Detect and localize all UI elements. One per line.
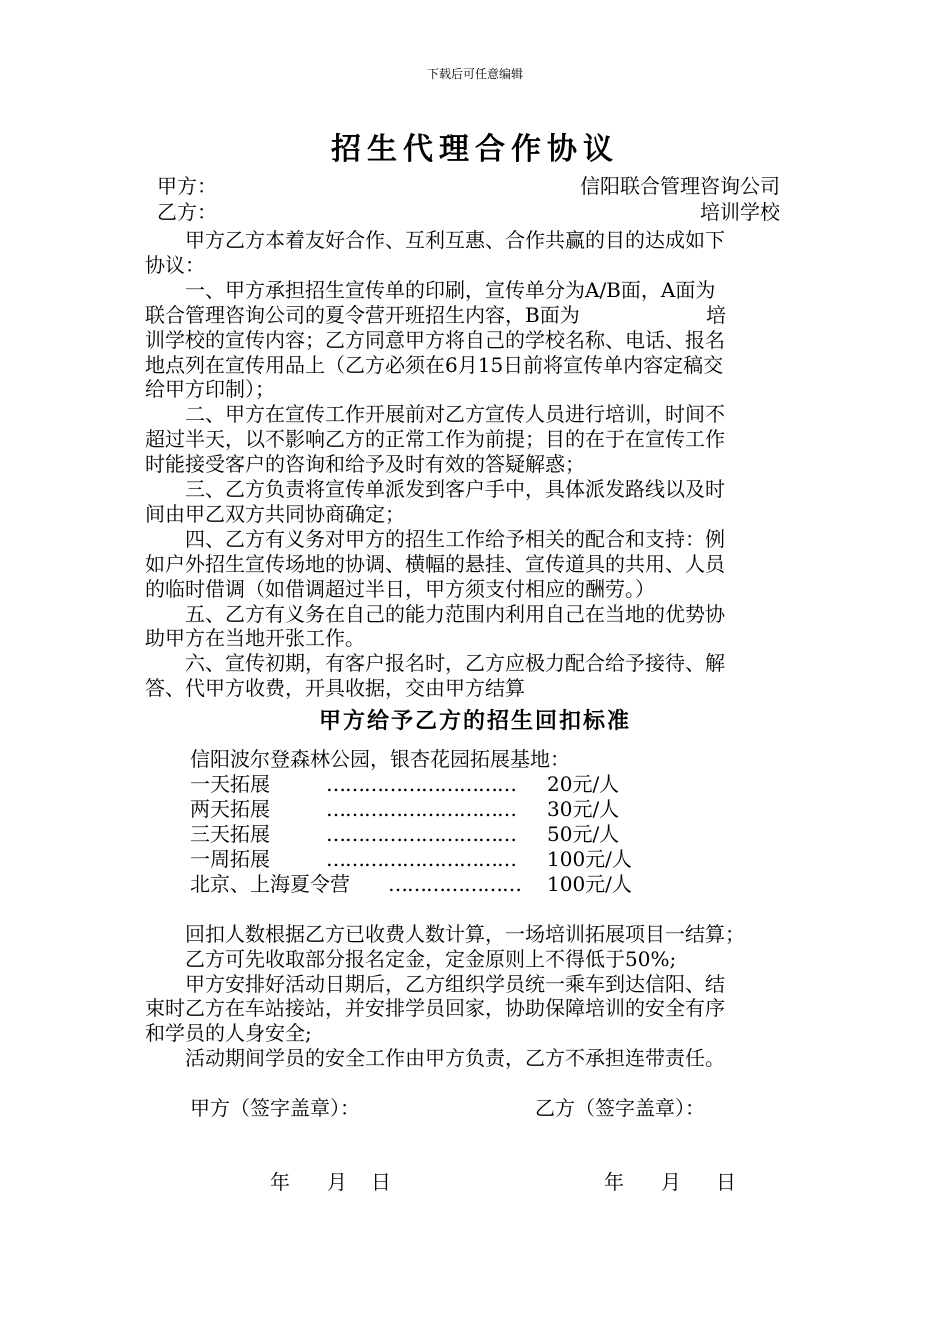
body-line: 答、代甲方收费，开具收据，交由甲方结算 xyxy=(145,676,525,701)
body-line: 训学校的宣传内容；乙方同意甲方将自己的学校名称、电话、报名 xyxy=(145,327,725,352)
rate-name: 三天拓展 xyxy=(190,822,270,846)
rate-value: 30元/人 xyxy=(547,797,620,821)
rate-leader-dots: ………………………… xyxy=(326,797,516,821)
rate-name: 北京、上海夏令营 xyxy=(190,872,350,896)
party-b-name: 培训学校 xyxy=(700,200,780,224)
body-line: 给甲方印制）； xyxy=(145,377,275,402)
rate-value: 100元/人 xyxy=(547,847,632,871)
rate-row xyxy=(190,797,620,822)
header-note: 下载后可任意编辑 xyxy=(426,67,523,81)
body-line: 助甲方在当地开张工作。 xyxy=(145,626,365,651)
date-part: 月 xyxy=(327,1170,347,1194)
rate-name: 两天拓展 xyxy=(190,797,270,821)
body-line: 六、宣传初期，有客户报名时，乙方应极力配合给予接待、解 xyxy=(145,651,725,676)
party-a-label: 甲方： xyxy=(157,174,217,198)
terms-line: 和学员的人身安全; xyxy=(145,1021,312,1046)
rate-row xyxy=(190,822,620,847)
rate-value: 100元/人 xyxy=(547,872,632,896)
date-part: 日 xyxy=(716,1170,736,1194)
party-a-name: 信阳联合管理咨询公司 xyxy=(580,174,780,198)
body-line: 时能接受客户的咨询和给予及时有效的答疑解惑； xyxy=(145,452,585,477)
rate-row xyxy=(190,872,632,897)
date-part: 年 xyxy=(604,1170,624,1194)
body-line: 协议： xyxy=(145,252,205,277)
body-line: 二、甲方在宣传工作开展前对乙方宣传人员进行培训，时间不 xyxy=(145,402,725,427)
terms-line: 活动期间学员的安全工作由甲方负责，乙方不承担连带责任。 xyxy=(145,1046,725,1070)
terms-line: 束时乙方在车站接站，并安排学员回家，协助保障培训的安全有序 xyxy=(145,996,725,1021)
rate-name: 一周拓展 xyxy=(190,847,270,871)
body-line: 一、甲方承担招生宣传单的印刷，宣传单分为A/B面，A面为 xyxy=(145,277,716,302)
body-line: 的临时借调（如借调超过半日，甲方须支付相应的酬劳。） xyxy=(145,576,655,601)
rate-leader-dots: ………………………… xyxy=(326,847,516,871)
terms-line: 甲方安排好活动日期后，乙方组织学员统一乘车到达信阳、结 xyxy=(145,971,725,996)
rate-value: 50元/人 xyxy=(547,822,620,846)
body-line: 联合管理咨询公司的夏令营开班招生内容，B面为 培 xyxy=(145,302,727,327)
rate-leader-dots: ………………… xyxy=(388,872,521,896)
party-b-signature-label: 乙方（签字盖章）： xyxy=(535,1096,705,1120)
rate-leader-dots: ………………………… xyxy=(326,772,516,796)
venue-line: 信阳波尔登森林公园，银杏花园拓展基地： xyxy=(190,747,570,771)
document-title: 招生代理合作协议 xyxy=(331,132,619,167)
body-line: 如户外招生宣传场地的协调、横幅的悬挂、宣传道具的共用、人员 xyxy=(145,551,725,576)
body-line: 超过半天，以不影响乙方的正常工作为前提；目的在于在宣传工作 xyxy=(145,427,725,452)
body-line: 四、乙方有义务对甲方的招生工作给予相关的配合和支持：例 xyxy=(145,526,725,551)
terms-line: 乙方可先收取部分报名定金，定金原则上不得低于50%; xyxy=(145,946,677,971)
date-part: 年 xyxy=(270,1170,290,1194)
rate-name: 一天拓展 xyxy=(190,772,270,796)
rate-row xyxy=(190,772,620,797)
date-part: 日 xyxy=(371,1170,391,1194)
date-part: 月 xyxy=(661,1170,681,1194)
commission-subtitle: 甲方给予乙方的招生回扣标准 xyxy=(318,709,631,734)
body-line: 三、乙方负责将宣传单派发到客户手中，具体派发路线以及时 xyxy=(145,477,725,501)
body-line: 间由甲乙双方共同协商确定； xyxy=(145,501,405,526)
rate-row xyxy=(190,847,632,872)
party-a-signature-label: 甲方（签字盖章）： xyxy=(190,1096,360,1120)
rate-value: 20元/人 xyxy=(547,772,620,796)
body-line: 五、乙方有义务在自己的能力范围内利用自己在当地的优势协 xyxy=(145,601,725,626)
terms-line: 回扣人数根据乙方已收费人数计算，一场培训拓展项目一结算； xyxy=(145,922,745,946)
party-b-label: 乙方： xyxy=(157,200,217,224)
body-line: 地点列在宣传用品上（乙方必须在6月15日前将宣传单内容定稿交 xyxy=(145,352,724,377)
body-line: 甲方乙方本着友好合作、互利互惠、合作共赢的目的达成如下 xyxy=(145,228,725,252)
rate-leader-dots: ………………………… xyxy=(326,822,516,846)
